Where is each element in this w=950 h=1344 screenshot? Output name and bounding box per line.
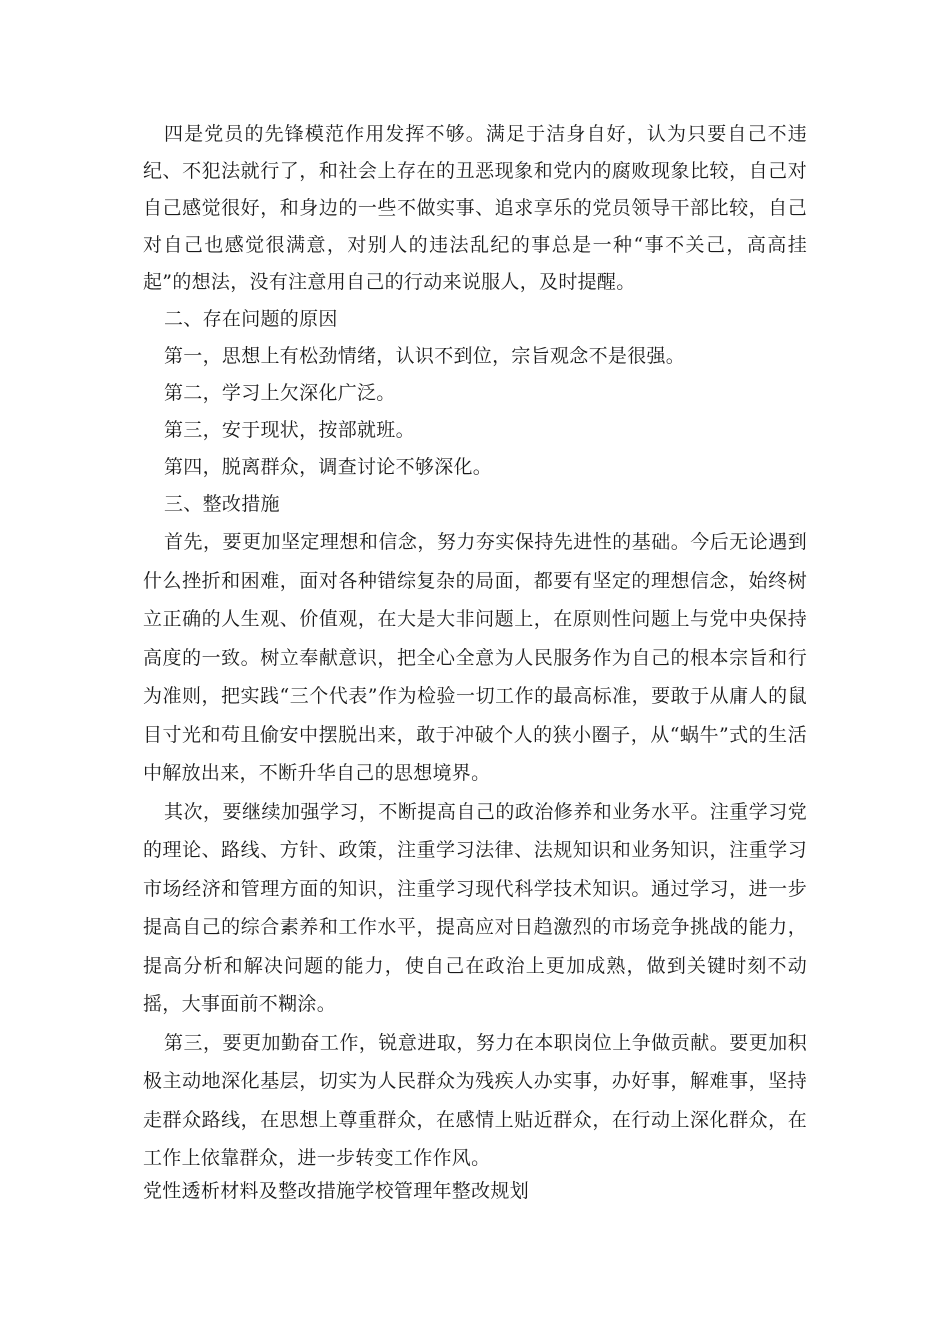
cause-item-1: 第一，思想上有松劲情绪，认识不到位，宗旨观念不是很强。 bbox=[164, 345, 686, 367]
measure-paragraph-1: 首先，要更加坚定理想和信念，努力夯实保持先进性的基础。今后无论遇到什么挫折和困难，面对各种错综复杂的局面，都要有坚定的理想信念，始终树立正确的人生观、价值观，在大是大非问题上，在原则性问题上与党中央保持高度的一致。树立奉献意识，把全心全意为人民服务作为自己的根本宗旨和行为准则，把实践“三个代表”作为检验一切工作的最高标准，要敢于从庸人的鼠目寸光和苟且偷安中摆脱出来，敢于冲破个人的狭小圈子，从“蜗牛”式的生活中解放出来，不断升华自己的思想境界。 bbox=[143, 531, 807, 784]
document-body bbox=[143, 116, 807, 1178]
measure-paragraph-2: 其次，要继续加强学习，不断提高自己的政治修养和业务水平。注重学习党的理论、路线、方针、政策，注重学习法律、法规知识和业务知识，注重学习市场经济和管理方面的知识，注重学习现代科学技术知识。通过学习，进一步提高自己的综合素养和工作水平，提高应对日趋激烈的市场竞争挑战的能力，提高分析和解决问题的能力，使自己在政治上更加成熟，做到关键时刻不动摇，大事面前不糊涂。 bbox=[143, 800, 807, 1015]
cause-item-3: 第三，安于现状，按部就班。 bbox=[164, 419, 415, 441]
measure-paragraph-3: 第三，要更加勤奋工作，锐意进取，努力在本职岗位上争做贡献。要更加积极主动地深化基层，切实为人民群众为残疾人办实事，办好事，解难事，坚持走群众路线，在思想上尊重群众，在感情上贴近群众，在行动上深化群众，在工作上依靠群众，进一步转变工作作风。 bbox=[143, 1031, 807, 1169]
section-heading-measures: 三、整改措施 bbox=[164, 493, 280, 515]
cause-item-2: 第二，学习上欠深化广泛。 bbox=[164, 382, 396, 404]
section-heading-causes: 二、存在问题的原因 bbox=[164, 308, 338, 330]
footer-document-title: 党性透析材料及整改措施学校管理年整改规划 bbox=[143, 1180, 530, 1202]
paragraph-vanguard-role: 四是党员的先锋模范作用发挥不够。满足于洁身自好，认为只要自己不违纪、不犯法就行了，和社会上存在的丑恶现象和党内的腐败现象比较，自己对自己感觉很好，和身边的一些不做实事、追求享乐的党员领导干部比较，自己对自己也感觉很满意，对别人的违法乱纪的事总是一种“事不关己，高高挂起”的想法，没有注意用自己的行动来说服人，及时提醒。 bbox=[143, 123, 807, 293]
cause-item-4: 第四，脱离群众，调查讨论不够深化。 bbox=[164, 456, 493, 478]
